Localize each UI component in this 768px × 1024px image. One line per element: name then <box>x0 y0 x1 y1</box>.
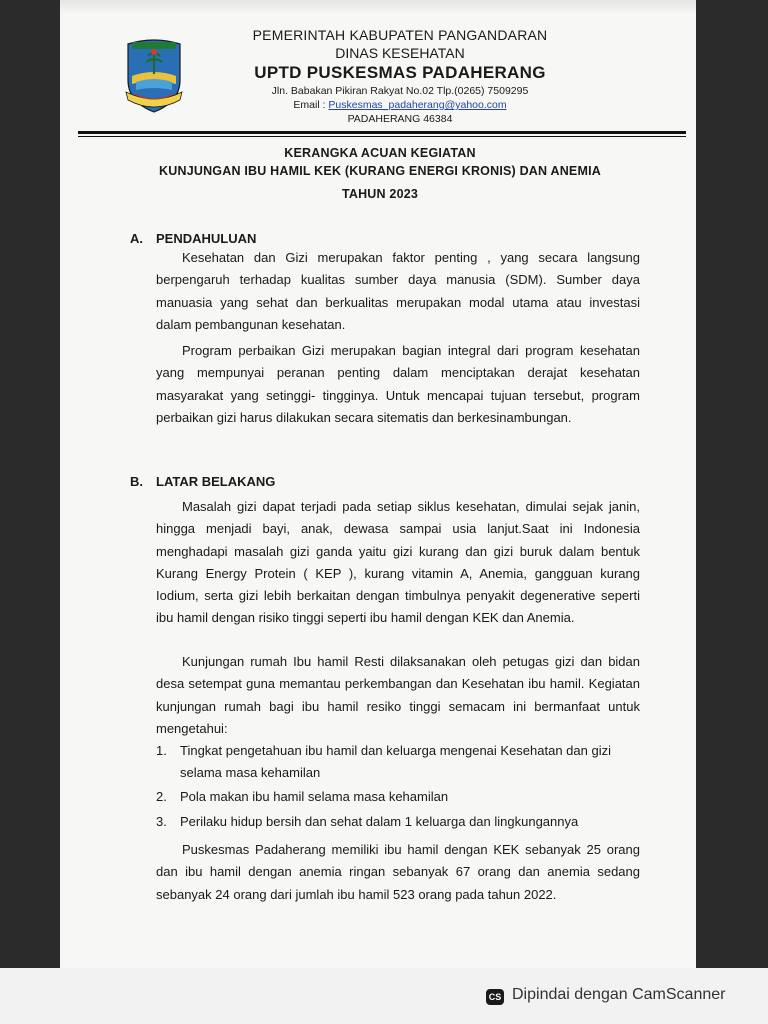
agency-name: DINAS KESEHATAN <box>335 45 465 61</box>
section-a-paragraph-1: Kesehatan dan Gizi merupakan faktor penting , yang secara langsung berpengaruh terhadap kualitas sumber daya manusia (SDM). Sumber daya manuasia yang sehat dan berkualitas merupakan modal utama atau investasi dalam pembangunan kesehatan. <box>156 250 640 332</box>
section-b-title: LATAR BELAKANG <box>156 474 276 489</box>
list-item <box>156 811 646 833</box>
list-item <box>156 786 646 808</box>
list-item-text: Perilaku hidup bersih dan sehat dalam 1 keluarga dan lingkungannya <box>180 814 579 829</box>
government-name: PEMERINTAH KABUPATEN PANGANDARAN <box>252 27 548 43</box>
camscanner-logo-icon: CS <box>486 989 504 1005</box>
section-b-heading <box>130 474 275 489</box>
letterhead-divider-thick <box>78 131 686 134</box>
letterhead-divider-thin <box>78 136 686 137</box>
address-line: Jln. Babakan Pikiran Rakyat No.02 Tlp.(0265) 7509295 <box>271 85 529 97</box>
document-subtitle: KUNJUNGAN IBU HAMIL KEK (KURANG ENERGI KRONIS) DAN ANEMIA <box>159 164 601 178</box>
kabupaten-pangandaran-crest-icon <box>122 36 186 114</box>
document-title: KERANGKA ACUAN KEGIATAN <box>284 146 476 160</box>
email-link[interactable]: Puskesmas_padaherang@yahoo.com <box>328 99 507 111</box>
section-a-title: PENDAHULUAN <box>156 231 257 246</box>
postal-line: PADAHERANG 46384 <box>347 113 453 125</box>
scan-edge-shade <box>60 0 696 14</box>
section-a-paragraph-2: Program perbaikan Gizi merupakan bagian integral dari program kesehatan yang mempunyai peranan penting dalam menciptakan derajat kesehatan masyarakat yang setinggi- tingginya. Untuk mencapai tujuan tersebut, program perbaikan gizi harus dilakukan secara sitematis dan berkesinambungan. <box>156 343 640 425</box>
section-a-letter: A. <box>130 231 143 246</box>
section-b-letter: B. <box>130 474 143 489</box>
list-item-number: 1. <box>156 743 167 758</box>
institution-name: UPTD PUSKESMAS PADAHERANG <box>254 63 546 82</box>
list-item-text: Tingkat pengetahuan ibu hamil dan keluarga mengenai Kesehatan dan gizi selama masa kehamilan <box>180 743 611 780</box>
section-b-paragraph-2: Kunjungan rumah Ibu hamil Resti dilaksanakan oleh petugas gizi dan bidan desa setempat guna memantau perkembangan dan Kesehatan ibu hamil. Kegiatan kunjungan rumah bagi ibu hamil resiko tinggi semacam ini bermanfaat untuk mengetahui: <box>156 654 640 736</box>
email-line <box>200 99 600 111</box>
list-item-text: Pola makan ibu hamil selama masa kehamilan <box>180 789 449 804</box>
list-item-number: 3. <box>156 814 167 829</box>
list-item-number: 2. <box>156 789 167 804</box>
email-label: Email : <box>293 99 329 111</box>
camscanner-watermark: Dipindai dengan CamScanner <box>512 986 726 1003</box>
document-page <box>60 0 696 968</box>
list-item <box>156 740 646 784</box>
section-a-heading <box>130 231 256 246</box>
section-b-paragraph-1: Masalah gizi dapat terjadi pada setiap siklus kesehatan, dimulai sejak janin, hingga menjadi bayi, anak, dewasa sampai usia lanjut.Saat ini Indonesia menghadapi masalah gizi ganda yaitu gizi kurang dan gizi buruk dalam bentuk Kurang Energy Protein ( KEP ), kurang vitamin A, Anemia, gangguan kurang Iodium, serta gizi lebih berkaitan dengan timbulnya penyakit degenerative seperti ibu hamil dengan risiko tinggi seperti ibu hamil dengan KEK dan Anemia. <box>156 499 640 626</box>
section-b-paragraph-3: Puskesmas Padaherang memiliki ibu hamil dengan KEK sebanyak 25 orang dan ibu hamil dengan anemia ringan sebanyak 67 orang dan anemia sedang sebanyak 24 orang dari jumlah ibu hamil 523 orang pada tahun 2022. <box>156 842 640 902</box>
document-year: TAHUN 2023 <box>341 187 419 201</box>
